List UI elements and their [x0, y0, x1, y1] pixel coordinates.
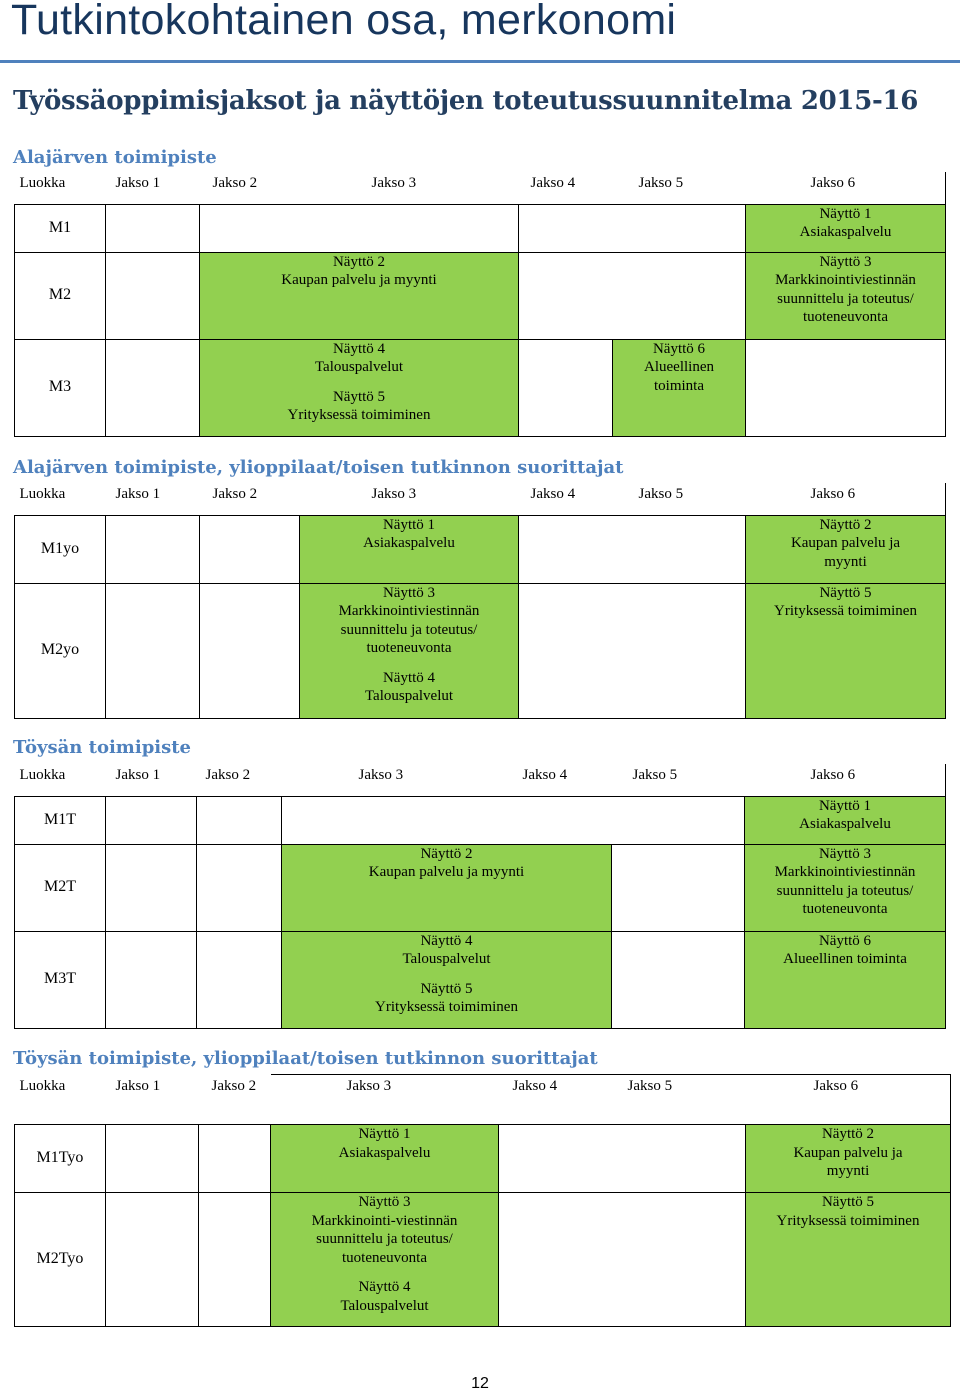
header-jakso-5: Jakso 5 [601, 1075, 746, 1125]
naytto-cell: Näyttö 1 Asiakaspalvelu [746, 204, 946, 252]
schedule-table-toysa-yo [14, 1074, 951, 1327]
header-jakso-1: Jakso 1 [106, 483, 200, 515]
header-jakso-1: Jakso 1 [106, 764, 197, 796]
empty-cell [106, 204, 200, 252]
header-jakso-6: Jakso 6 [746, 1075, 951, 1125]
naytto-cell: Näyttö 3 Markkinointi-viestinnän suunnittelu ja toteutus/ tuoteneuvonta Näyttö 4 Talouspalvelut [271, 1193, 499, 1327]
empty-cell [519, 583, 746, 718]
naytto-cell: Näyttö 2 Kaupan palvelu ja myynti [746, 1125, 951, 1193]
table-row [15, 204, 946, 252]
naytto-cell: Näyttö 6 Alueellinen toiminta [613, 339, 746, 436]
header-jakso-3: Jakso 3 [300, 172, 519, 204]
page-subtitle: Työssäoppimisjaksot ja näyttöjen toteutussuunnitelma 2015-16 [13, 86, 919, 116]
empty-cell [612, 931, 745, 1028]
empty-cell [106, 1125, 199, 1193]
schedule-table-alajarvi-yo [14, 483, 946, 719]
header-jakso-2: Jakso 2 [200, 483, 300, 515]
table-header-row [15, 1075, 951, 1125]
table-row [15, 339, 946, 436]
empty-cell [106, 796, 197, 844]
naytto-cell: Näyttö 3 Markkinointiviestinnän suunnittelu ja toteutus/ tuoteneuvonta [745, 844, 946, 931]
empty-cell [200, 583, 300, 718]
section-heading-toysa: Töysän toimipiste [13, 737, 192, 758]
naytto-cell: Näyttö 2 Kaupan palvelu ja myynti [282, 844, 612, 931]
header-jakso-4: Jakso 4 [519, 483, 613, 515]
header-luokka: Luokka [15, 764, 106, 796]
header-luokka: Luokka [15, 483, 106, 515]
table-row [15, 931, 946, 1028]
header-jakso-5: Jakso 5 [613, 483, 746, 515]
naytto-cell: Näyttö 3 Markkinointiviestinnän suunnittelu ja toteutus/ tuoteneuvonta Näyttö 4 Talouspalvelut [300, 583, 519, 718]
empty-cell [106, 252, 200, 339]
header-jakso-5: Jakso 5 [613, 172, 746, 204]
naytto-cell: Näyttö 2 Kaupan palvelu ja myynti [746, 515, 946, 583]
header-luokka: Luokka [15, 172, 106, 204]
empty-cell [199, 1125, 271, 1193]
schedule-table-toysa [14, 764, 946, 1029]
header-jakso-1: Jakso 1 [106, 1075, 199, 1125]
row-label-m2yo: M2yo [15, 583, 106, 718]
table-row [15, 844, 946, 931]
empty-cell [106, 931, 197, 1028]
empty-cell [282, 796, 745, 844]
header-jakso-6: Jakso 6 [746, 483, 946, 515]
header-jakso-1: Jakso 1 [106, 172, 200, 204]
title-bar [0, 0, 960, 63]
naytto-cell: Näyttö 5 Yrityksessä toimiminen [746, 1193, 951, 1327]
empty-cell [197, 931, 282, 1028]
row-label-m2t: M2T [15, 844, 106, 931]
schedule-table-alajarvi [14, 172, 946, 437]
header-jakso-6: Jakso 6 [746, 172, 946, 204]
page-title: Tutkintokohtainen osa, merkonomi [11, 0, 677, 44]
header-jakso-2: Jakso 2 [200, 172, 300, 204]
table-header-row [15, 483, 946, 515]
row-label-m1: M1 [15, 204, 106, 252]
table-row [15, 1125, 951, 1193]
empty-cell [200, 515, 300, 583]
row-label-m1tyo: M1Tyo [15, 1125, 106, 1193]
section-heading-toysa-yo: Töysän toimipiste, ylioppilaat/toisen tutkinnon suorittajat [13, 1048, 598, 1069]
header-luokka: Luokka [15, 1075, 106, 1125]
header-jakso-3: Jakso 3 [300, 483, 519, 515]
table-row [15, 1193, 951, 1327]
row-label-m3: M3 [15, 339, 106, 436]
naytto-cell: Näyttö 6 Alueellinen toiminta [745, 931, 946, 1028]
empty-cell [519, 339, 613, 436]
empty-cell [197, 796, 282, 844]
naytto-cell: Näyttö 2 Kaupan palvelu ja myynti [200, 252, 519, 339]
table-row [15, 796, 946, 844]
empty-cell [106, 1193, 199, 1327]
empty-cell [199, 1193, 271, 1327]
empty-cell [612, 844, 745, 931]
naytto-cell: Näyttö 4 Talouspalvelut Näyttö 5 Yrityksessä toimiminen [282, 931, 612, 1028]
naytto-cell: Näyttö 1 Asiakaspalvelu [300, 515, 519, 583]
page-number: 12 [471, 1375, 489, 1392]
empty-cell [519, 515, 746, 583]
naytto-cell: Näyttö 5 Yrityksessä toimiminen [746, 583, 946, 718]
naytto-cell: Näyttö 1 Asiakaspalvelu [745, 796, 946, 844]
header-jakso-5: Jakso 5 [612, 764, 745, 796]
empty-cell [106, 844, 197, 931]
empty-cell [499, 1193, 746, 1327]
empty-cell [106, 339, 200, 436]
header-jakso-6: Jakso 6 [745, 764, 946, 796]
empty-cell [106, 583, 200, 718]
empty-cell [746, 339, 946, 436]
empty-cell [106, 515, 200, 583]
naytto-cell: Näyttö 4 Talouspalvelut Näyttö 5 Yrityksessä toimiminen [200, 339, 519, 436]
header-jakso-2: Jakso 2 [199, 1075, 271, 1125]
section-heading-alajarvi: Alajärven toimipiste [13, 147, 217, 168]
empty-cell [200, 204, 519, 252]
header-jakso-2: Jakso 2 [197, 764, 282, 796]
empty-cell [519, 204, 746, 252]
header-jakso-3: Jakso 3 [282, 764, 512, 796]
table-header-row [15, 172, 946, 204]
header-jakso-4: Jakso 4 [512, 764, 612, 796]
empty-cell [519, 252, 746, 339]
empty-cell [499, 1125, 746, 1193]
naytto-cell: Näyttö 3 Markkinointiviestinnän suunnittelu ja toteutus/ tuoteneuvonta [746, 252, 946, 339]
header-jakso-3: Jakso 3 [271, 1075, 499, 1125]
row-label-m1yo: M1yo [15, 515, 106, 583]
naytto-cell: Näyttö 1 Asiakaspalvelu [271, 1125, 499, 1193]
row-label-m2: M2 [15, 252, 106, 339]
header-jakso-4: Jakso 4 [499, 1075, 601, 1125]
row-label-m3t: M3T [15, 931, 106, 1028]
section-heading-alajarvi-yo: Alajärven toimipiste, ylioppilaat/toisen tutkinnon suorittajat [13, 457, 624, 478]
row-label-m1t: M1T [15, 796, 106, 844]
row-label-m2tyo: M2Tyo [15, 1193, 106, 1327]
header-jakso-4: Jakso 4 [519, 172, 613, 204]
table-row [15, 583, 946, 718]
empty-cell [197, 844, 282, 931]
table-header-row [15, 764, 946, 796]
table-row [15, 515, 946, 583]
table-row [15, 252, 946, 339]
